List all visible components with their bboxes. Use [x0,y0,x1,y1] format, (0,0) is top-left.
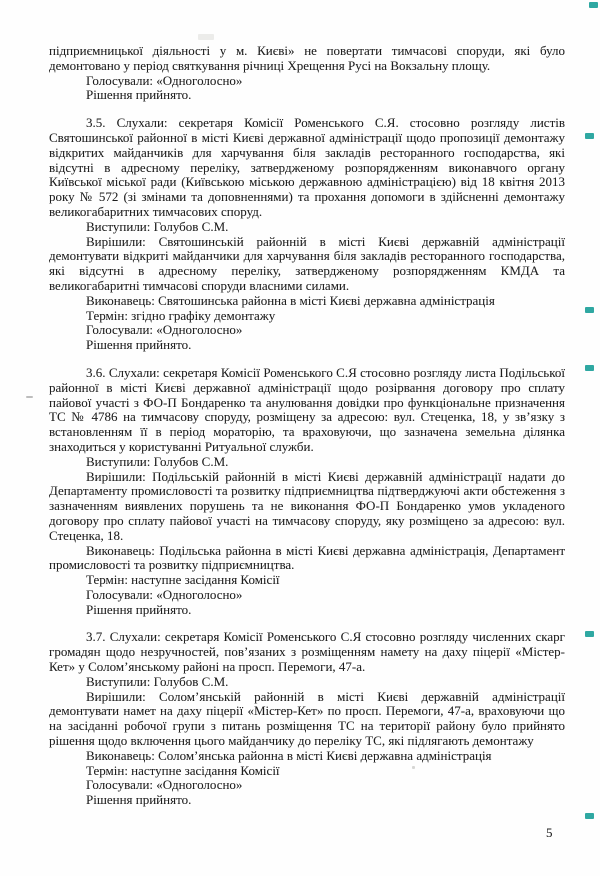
paragraph: Рішення прийнято. [86,337,192,353]
paragraph: Вирішили: Солом’янській районній в місті Києві державній адміністрації демонтувати намет на даху піцерії «Містер-Кет» по просп. Перемоги, 47-а, враховуючи що на засіданні робочої групи з питань розміщення ТС на території району було прийнято рішення щодо включення цього майданчику до переліку ТС, які підлягають демонтажу [49,688,565,749]
paragraph: Голосували: «Одноголосно» [86,777,243,793]
page-number: 5 [546,825,553,840]
scan-artifact [412,766,415,769]
paragraph: Вирішили: Подільській районній в місті Києві державній адміністрації надати до Департаменту промисловості та розвитку підприємництва підтверджуючі акти обстеження з зазначенням виявлених порушень та не виконання ФО-П Бондаренко умов укладеного договору про сплату пайової участі на тимчасову споруду, яку розміщено за адресою: вул. Стеценка, 18. [49,468,565,543]
paragraph: Виконавець: Солом’янська районна в місті Києві державна адміністрація [86,747,492,763]
paragraph: Виконавець: Подільська районна в місті Києві державна адміністрація, Департамент промисловості та розвитку підприємництва. [49,542,565,573]
paragraph: Рішення прийнято. [86,87,192,103]
paragraph: 3.7. Слухали: секретаря Комісії Роменського С.Я стосовно розгляду численних скарг громадян щодо незручностей, пов’язаних з розміщенням намету на даху піцерії «Містер-Кет» у Солом’янському районі на просп. Перемоги, 47-а. [49,629,565,675]
document-body [49,44,565,808]
margin-mark [589,2,598,8]
margin-mark [585,813,594,819]
paragraph: Виступили: Голубов С.М. [86,673,229,689]
paragraph: Термін: наступне засідання Комісії [86,572,280,588]
scan-artifact [26,396,33,398]
paragraph: Вирішили: Святошинській районній в місті Києві державній адміністрації демонтувати відкриті майданчики для харчування біля закладів ресторанного господарства, які відсутні в адресному переліку, затвердженому розпорядженням КМДА та великогабаритні тимчасові споруди власними силами. [49,233,565,293]
margin-mark [585,631,594,637]
paragraph: Виконавець: Святошинська районна в місті Києві державна адміністрація [86,292,495,308]
paragraph: Рішення прийнято. [86,792,192,808]
paragraph: підприємницької діяльності у м. Києві» не повертати тимчасові споруди, які було демонтовано у період святкування річниці Хрещення Русі на Вокзальну площу. [49,43,565,73]
paragraph: 3.5. Слухали: секретаря Комісії Роменського С.Я. стосовно розгляду листів Святошинської районної в місті Києві державної адміністрації щодо пропозиції демонтажу відкритих майданчиків для харчування біля закладів ресторанного господарства, які відсутні в адресному переліку, затвердженому розпорядженням виконавчого органу Київської міської ради (Київською міською державною адміністрацією) від 18 квітня 2013 року № 572 (зі змінами та доповненнями) та прохання допомоги в здійсненні демонтажу великогабаритних тимчасових споруд. [49,115,565,219]
scan-artifact [198,34,214,40]
margin-mark [585,307,594,313]
margin-mark [585,365,594,371]
paragraph: Голосували: «Одноголосно» [86,72,243,88]
paragraph: Рішення прийнято. [86,601,192,617]
paragraph: Виступили: Голубов С.М. [86,218,229,234]
paragraph: Голосували: «Одноголосно» [86,322,243,338]
paragraph: Голосували: «Одноголосно» [86,586,243,602]
margin-mark [585,133,594,139]
paragraph: Термін: наступне засідання Комісії [86,762,280,778]
paragraph: Виступили: Голубов С.М. [86,453,229,469]
paragraph: Термін: згідно графіку демонтажу [86,307,276,323]
paragraph: 3.6. Слухали: секретаря Комісії Роменського С.Я стосовно розгляду листа Подільської районної в місті Києві державної адміністрації щодо розірвання договору про сплату пайової участі з ФО-П Бондаренко та анулювання довідки про функціональне призначення ТС № 4786 на тимчасову споруду, розміщену за адресою: вул. Стеценка, 18, у зв’язку з встановленням її в період мораторію, та враховуючи, що зазначена земельна ділянка знаходиться у користуванні Ритуальної служби. [49,364,565,454]
